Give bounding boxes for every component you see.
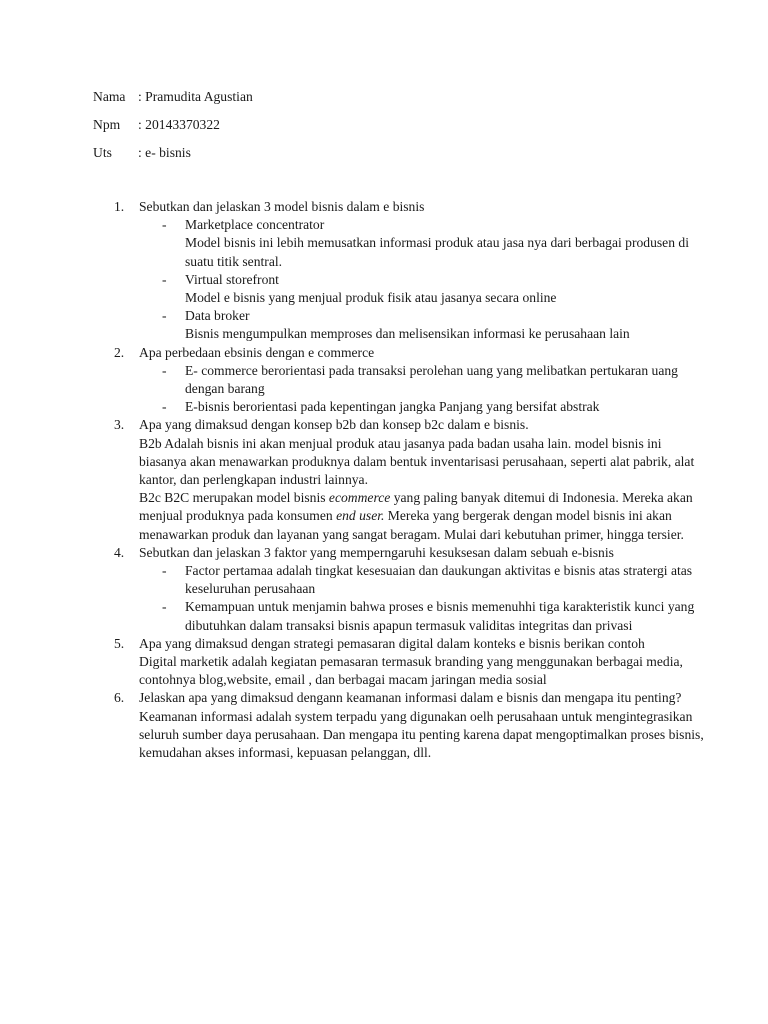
question-item-4 bbox=[114, 544, 704, 635]
answer-b2c-italic: ecommerce bbox=[328, 490, 391, 506]
answer-b2c bbox=[139, 489, 704, 544]
question-number: 1. bbox=[114, 199, 125, 214]
question-item-6 bbox=[114, 689, 704, 762]
bullet-title: Virtual storefront bbox=[185, 271, 279, 287]
bullet-text: E- commerce berorientasi pada transaksi perolehan uang yang melibatkan pertukaran uang dengan barang bbox=[185, 362, 678, 397]
question-text: Apa yang dimaksud dengan konsep b2b dan konsep b2c dalam e bisnis. bbox=[139, 417, 529, 433]
answer-text: Keamanan informasi adalah system terpadu yang digunakan oelh perusahaan untuk mengintegrasikan seluruh sumber daya perusahaan. Dan mengapa itu penting karena dapat mengoptimalkan proses bisnis, kemudahan akses informasi, kepuasan pelanggan, dll. bbox=[139, 708, 704, 761]
bullet-text: Bisnis mengumpulkan memproses dan melisensikan informasi ke perusahaan lain bbox=[185, 326, 630, 342]
answer-b2b: B2b Adalah bisnis ini akan menjual produk atau jasanya pada badan usaha lain. model bisnis ini biasanya akan menawarkan produknya dalam bentuk inventarisasi perusahaan, seperti alat pabrik, alat kantor, dan perlengkapan industri lainnya. bbox=[139, 435, 695, 488]
question-text: Sebutkan dan jelaskan 3 faktor yang memperngaruhi kesuksesan dalam sebuah e-bisnis bbox=[139, 544, 614, 560]
nama-label: Nama bbox=[93, 89, 126, 104]
bullet-text: Model e bisnis yang menjual produk fisik atau jasanya secara online bbox=[185, 290, 557, 306]
bullet-dash: - bbox=[162, 271, 167, 287]
bullet-item bbox=[139, 598, 704, 634]
npm-value: : 20143370322 bbox=[138, 117, 220, 132]
question-number: 5. bbox=[114, 635, 125, 651]
bullet-text: E-bisnis berorientasi pada kepentingan jangka Panjang yang bersifat abstrak bbox=[185, 399, 600, 415]
bullet-dash: - bbox=[162, 563, 167, 579]
question-text: Apa yang dimaksud dengan strategi pemasaran digital dalam konteks e bisnis berikan contoh bbox=[139, 635, 645, 651]
question-number: 3. bbox=[114, 417, 125, 433]
answer-b2c-part: Mereka yang bergerak dengan model bisnis ini akan menawarkan produk dan layanan yang sangat beragam. Mulai dari kebutuhan primer, hingga tersier. bbox=[139, 508, 684, 542]
bullet-dash: - bbox=[162, 599, 167, 615]
bullet-title: Marketplace concentrator bbox=[185, 217, 325, 233]
question-item-5 bbox=[114, 635, 704, 690]
bullet-text: Kemampuan untuk menjamin bahwa proses e bisnis memenuhhi tiga karakteristik kunci yang dibutuhkan dalam transaksi bisnis apapun termasuk validitas integritas dan privasi bbox=[185, 599, 695, 633]
question-number: 2. bbox=[114, 344, 125, 360]
nama-value: : Pramudita Agustian bbox=[138, 89, 253, 104]
bullet-item bbox=[139, 398, 704, 416]
uts-value: : e- bisnis bbox=[138, 145, 191, 160]
answer-text: Digital marketik adalah kegiatan pemasaran termasuk branding yang menggunakan berbagai media, contohnya blog,website, email , dan berbagai macam jaringan media sosial bbox=[139, 654, 683, 688]
bullet-dash: - bbox=[162, 399, 167, 415]
bullet-dash: - bbox=[162, 217, 167, 233]
question-text: Sebutkan dan jelaskan 3 model bisnis dalam e bisnis bbox=[139, 199, 425, 214]
answer-b2c-italic: end user. bbox=[336, 508, 385, 524]
bullet-item bbox=[139, 216, 704, 271]
bullet-title: Data broker bbox=[185, 308, 250, 324]
question-item-2 bbox=[114, 344, 704, 417]
bullet-dash: - bbox=[162, 308, 167, 324]
question-number: 6. bbox=[114, 690, 125, 706]
question-item-3 bbox=[114, 416, 704, 543]
bullet-item bbox=[139, 562, 704, 598]
question-number: 4. bbox=[114, 544, 125, 560]
bullet-dash: - bbox=[162, 362, 167, 378]
answer-b2c-part: yang paling banyak ditemui di Indonesia. Mereka akan menjual produknya pada konsumen bbox=[139, 490, 693, 524]
npm-label: Npm bbox=[93, 117, 121, 132]
bullet-text: Model bisnis ini lebih memusatkan informasi produk atau jasa nya dari berbagai produsen di suatu titik sentral. bbox=[185, 235, 689, 269]
bullet-item bbox=[139, 362, 704, 398]
uts-label: Uts bbox=[93, 145, 112, 160]
question-list bbox=[114, 198, 704, 762]
bullet-text: Factor pertamaa adalah tingkat kesesuaian dan daukungan aktivitas e bisnis atas stratergi atas keseluruhan perusahaan bbox=[185, 563, 693, 597]
question-item-1 bbox=[114, 198, 704, 344]
question-text: Apa perbedaan ebsinis dengan e commerce bbox=[139, 344, 375, 360]
question-text: Jelaskan apa yang dimaksud dengann keamanan informasi dalam e bisnis dan mengapa itu penting? bbox=[139, 690, 682, 706]
bullet-item bbox=[139, 307, 704, 343]
answer-b2c-part: B2c B2C merupakan model bisnis bbox=[139, 490, 329, 506]
bullet-item bbox=[139, 271, 704, 307]
